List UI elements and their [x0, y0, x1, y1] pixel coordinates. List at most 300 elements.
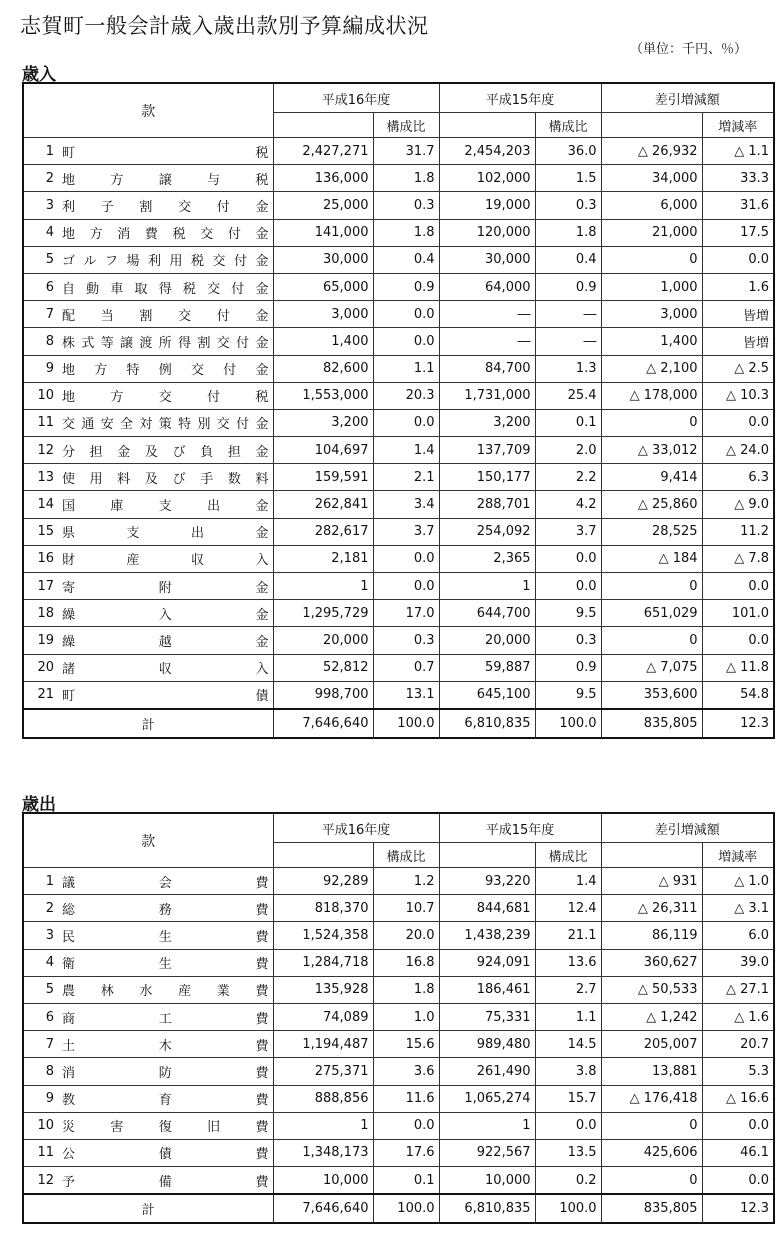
table-row [23, 1112, 774, 1139]
row-kan [23, 219, 273, 246]
table-row [23, 1167, 774, 1195]
header-diff: 差引増減額 [601, 83, 774, 113]
cell-v16: 1,553,000 [273, 382, 373, 409]
header-blank [273, 113, 373, 138]
cell-diff: 1,000 [601, 273, 702, 300]
table-row [23, 976, 774, 1003]
row-number: 11 [37, 415, 54, 431]
cell-diff: 0 [601, 627, 702, 654]
cell-r16: 0.1 [373, 1167, 439, 1195]
row-kan [23, 491, 273, 518]
cell-v16: 10,000 [273, 1167, 373, 1195]
cell-r16: 1.8 [373, 219, 439, 246]
revenue-label: 歳入 [22, 65, 56, 85]
cell-r15: 1.1 [535, 1003, 601, 1030]
table-row [23, 681, 774, 709]
header-blank [439, 843, 535, 868]
cell-v15: 254,092 [439, 518, 535, 545]
cell-v15: 922,567 [439, 1139, 535, 1166]
row-number: 10 [37, 1118, 54, 1134]
row-kan [23, 1058, 273, 1085]
cell-diff: △ 931 [601, 868, 702, 895]
cell-r15: ― [535, 301, 601, 328]
cell-v15: 19,000 [439, 192, 535, 219]
row-kan [23, 1167, 273, 1195]
cell-rate: △ 3.1 [702, 895, 774, 922]
cell-rate: △ 9.0 [702, 491, 774, 518]
cell-diff: 86,119 [601, 922, 702, 949]
cell-v15: 30,000 [439, 246, 535, 273]
cell-rate: 20.7 [702, 1031, 774, 1058]
cell-r16: 13.1 [373, 681, 439, 709]
cell-r15: 0.0 [535, 545, 601, 572]
total-v15: 6,810,835 [439, 709, 535, 738]
row-number: 21 [37, 687, 54, 703]
cell-v16: 159,591 [273, 464, 373, 491]
cell-r16: 10.7 [373, 895, 439, 922]
row-kan [23, 1003, 273, 1030]
cell-rate: 6.0 [702, 922, 774, 949]
cell-rate: 0.0 [702, 246, 774, 273]
total-label: 計 [23, 709, 273, 738]
cell-diff: △ 184 [601, 545, 702, 572]
header-rate: 増減率 [702, 843, 774, 868]
header-ratio: 構成比 [373, 113, 439, 138]
cell-r16: 20.0 [373, 922, 439, 949]
row-kan [23, 654, 273, 681]
cell-r15: 9.5 [535, 681, 601, 709]
cell-r15: 3.8 [535, 1058, 601, 1085]
row-kan [23, 328, 273, 355]
row-name: 商工費 [62, 1011, 269, 1027]
total-v15: 6,810,835 [439, 1194, 535, 1223]
cell-diff: 0 [601, 573, 702, 600]
row-name: 地方譲与税 [62, 172, 269, 188]
cell-r16: 0.0 [373, 301, 439, 328]
cell-rate: △ 7.8 [702, 545, 774, 572]
row-number: 19 [37, 632, 54, 648]
row-kan [23, 301, 273, 328]
cell-rate: 17.5 [702, 219, 774, 246]
cell-r16: 0.3 [373, 192, 439, 219]
cell-v15: 137,709 [439, 437, 535, 464]
cell-v16: 141,000 [273, 219, 373, 246]
table-row [23, 382, 774, 409]
cell-v16: 818,370 [273, 895, 373, 922]
cell-rate: 6.3 [702, 464, 774, 491]
cell-r16: 1.4 [373, 437, 439, 464]
cell-r15: 1.4 [535, 868, 601, 895]
row-kan [23, 192, 273, 219]
cell-diff: 13,881 [601, 1058, 702, 1085]
table-row [23, 138, 774, 165]
cell-v16: 20,000 [273, 627, 373, 654]
cell-r15: 4.2 [535, 491, 601, 518]
cell-r16: 0.0 [373, 1112, 439, 1139]
cell-rate: △ 16.6 [702, 1085, 774, 1112]
cell-rate: △ 24.0 [702, 437, 774, 464]
row-name: 民生費 [62, 929, 269, 945]
cell-diff: △ 1,242 [601, 1003, 702, 1030]
cell-rate: 31.6 [702, 192, 774, 219]
row-name: 財産収入 [62, 553, 269, 569]
cell-rate: 皆増 [702, 301, 774, 328]
cell-diff: △ 178,000 [601, 382, 702, 409]
cell-diff: 0 [601, 1167, 702, 1195]
cell-v15: 989,480 [439, 1031, 535, 1058]
cell-r15: 1.3 [535, 355, 601, 382]
cell-diff: 360,627 [601, 949, 702, 976]
row-name: 予備費 [62, 1174, 269, 1190]
cell-r16: 2.1 [373, 464, 439, 491]
cell-r15: 1.8 [535, 219, 601, 246]
cell-r16: 3.6 [373, 1058, 439, 1085]
row-number: 1 [45, 873, 54, 889]
cell-r16: 0.4 [373, 246, 439, 273]
table-row [23, 868, 774, 895]
row-name: 地方交付税 [62, 390, 269, 406]
total-diff: 835,805 [601, 1194, 702, 1223]
cell-rate: 101.0 [702, 600, 774, 627]
row-name: 町税 [62, 145, 269, 161]
cell-r15: 0.1 [535, 409, 601, 436]
row-name: 配当割交付金 [62, 308, 269, 324]
row-number: 4 [45, 225, 54, 241]
cell-r16: 0.0 [373, 573, 439, 600]
row-number: 14 [37, 497, 54, 513]
cell-v16: 82,600 [273, 355, 373, 382]
row-name: 町債 [62, 689, 269, 705]
cell-r16: 17.0 [373, 600, 439, 627]
row-name: 分担金及び負担金 [62, 444, 269, 460]
cell-v15: 186,461 [439, 976, 535, 1003]
cell-r15: 15.7 [535, 1085, 601, 1112]
cell-rate: 0.0 [702, 1167, 774, 1195]
cell-r15: 0.0 [535, 1112, 601, 1139]
cell-v15: 288,701 [439, 491, 535, 518]
cell-r16: 0.0 [373, 409, 439, 436]
cell-diff: 1,400 [601, 328, 702, 355]
total-rate: 12.3 [702, 1194, 774, 1223]
expenditure-label: 歳出 [22, 795, 56, 815]
cell-rate: △ 11.8 [702, 654, 774, 681]
row-name: 県支出金 [62, 526, 269, 542]
row-name: 繰越金 [62, 634, 269, 650]
cell-v15: 1,065,274 [439, 1085, 535, 1112]
row-name: 使用料及び手数料 [62, 471, 269, 487]
row-name: 議会費 [62, 875, 269, 891]
cell-v15: 644,700 [439, 600, 535, 627]
table-row [23, 518, 774, 545]
cell-r15: 13.6 [535, 949, 601, 976]
table-row [23, 437, 774, 464]
cell-rate: △ 1.1 [702, 138, 774, 165]
row-kan [23, 464, 273, 491]
cell-rate: 33.3 [702, 165, 774, 192]
cell-v16: 92,289 [273, 868, 373, 895]
row-kan [23, 138, 273, 165]
row-number: 3 [45, 197, 54, 213]
row-kan [23, 1031, 273, 1058]
table-row [23, 573, 774, 600]
cell-r15: 21.1 [535, 922, 601, 949]
cell-rate: 5.3 [702, 1058, 774, 1085]
total-v16: 7,646,640 [273, 1194, 373, 1223]
cell-v16: 30,000 [273, 246, 373, 273]
cell-diff: 353,600 [601, 681, 702, 709]
table-row [23, 1085, 774, 1112]
row-kan [23, 681, 273, 709]
cell-diff: △ 7,075 [601, 654, 702, 681]
cell-diff: 651,029 [601, 600, 702, 627]
table-row [23, 654, 774, 681]
cell-v15: 844,681 [439, 895, 535, 922]
cell-v16: 1,284,718 [273, 949, 373, 976]
cell-r15: 0.2 [535, 1167, 601, 1195]
row-name: 繰入金 [62, 607, 269, 623]
table-row [23, 1139, 774, 1166]
table-row [23, 1003, 774, 1030]
cell-diff: 425,606 [601, 1139, 702, 1166]
revenue-table [22, 82, 775, 739]
cell-diff: △ 2,100 [601, 355, 702, 382]
header-rate: 増減率 [702, 113, 774, 138]
cell-rate: 46.1 [702, 1139, 774, 1166]
table-row [23, 491, 774, 518]
cell-r15: 13.5 [535, 1139, 601, 1166]
cell-v16: 1,524,358 [273, 922, 373, 949]
cell-diff: △ 26,932 [601, 138, 702, 165]
cell-rate: △ 1.6 [702, 1003, 774, 1030]
row-kan [23, 518, 273, 545]
row-number: 8 [45, 333, 54, 349]
cell-r16: 16.8 [373, 949, 439, 976]
cell-r15: 36.0 [535, 138, 601, 165]
row-name: 利子割交付金 [62, 199, 269, 215]
cell-diff: 34,000 [601, 165, 702, 192]
cell-v16: 2,427,271 [273, 138, 373, 165]
row-kan [23, 409, 273, 436]
cell-rate: △ 27.1 [702, 976, 774, 1003]
cell-r15: ― [535, 328, 601, 355]
cell-diff: △ 25,860 [601, 491, 702, 518]
header-blank [601, 113, 702, 138]
row-number: 3 [45, 927, 54, 943]
row-kan [23, 627, 273, 654]
row-number: 17 [37, 578, 54, 594]
table-row [23, 328, 774, 355]
cell-r16: 11.6 [373, 1085, 439, 1112]
table-row [23, 355, 774, 382]
row-name: 土木費 [62, 1038, 269, 1054]
row-name: 公債費 [62, 1147, 269, 1163]
table-row [23, 273, 774, 300]
row-number: 2 [45, 900, 54, 916]
cell-v15: 64,000 [439, 273, 535, 300]
table-row [23, 600, 774, 627]
cell-v16: 3,000 [273, 301, 373, 328]
cell-r15: 9.5 [535, 600, 601, 627]
cell-r15: 2.0 [535, 437, 601, 464]
total-r16: 100.0 [373, 709, 439, 738]
cell-rate: 1.6 [702, 273, 774, 300]
row-kan [23, 895, 273, 922]
row-kan [23, 600, 273, 627]
cell-diff: 0 [601, 1112, 702, 1139]
header-blank [439, 113, 535, 138]
cell-r15: 0.0 [535, 573, 601, 600]
cell-v15: 10,000 [439, 1167, 535, 1195]
header-h16: 平成16年度 [273, 813, 439, 843]
cell-v15: 1 [439, 573, 535, 600]
cell-rate: 0.0 [702, 1112, 774, 1139]
cell-v15: 93,220 [439, 868, 535, 895]
cell-r15: 0.3 [535, 192, 601, 219]
row-number: 10 [37, 388, 54, 404]
row-kan [23, 1085, 273, 1112]
row-number: 8 [45, 1063, 54, 1079]
row-kan [23, 573, 273, 600]
cell-v15: 20,000 [439, 627, 535, 654]
expenditure-table [22, 812, 775, 1224]
row-number: 20 [37, 660, 54, 676]
cell-r15: 0.4 [535, 246, 601, 273]
cell-v16: 1 [273, 573, 373, 600]
table-row [23, 922, 774, 949]
row-number: 6 [45, 279, 54, 295]
cell-rate: 皆増 [702, 328, 774, 355]
row-name: 消防費 [62, 1065, 269, 1081]
cell-v15: 102,000 [439, 165, 535, 192]
cell-rate: 0.0 [702, 573, 774, 600]
cell-r16: 0.0 [373, 545, 439, 572]
cell-r15: 2.2 [535, 464, 601, 491]
cell-r16: 15.6 [373, 1031, 439, 1058]
row-number: 9 [45, 361, 54, 377]
cell-v16: 25,000 [273, 192, 373, 219]
header-ratio: 構成比 [535, 113, 601, 138]
cell-diff: 21,000 [601, 219, 702, 246]
cell-v16: 998,700 [273, 681, 373, 709]
row-name: 地方消費税交付金 [62, 227, 269, 243]
cell-r15: 3.7 [535, 518, 601, 545]
cell-rate: △ 1.0 [702, 868, 774, 895]
cell-v15: 150,177 [439, 464, 535, 491]
header-h15: 平成15年度 [439, 83, 601, 113]
row-name: 災害復旧費 [62, 1120, 269, 1136]
row-kan [23, 273, 273, 300]
row-kan [23, 355, 273, 382]
cell-v16: 52,812 [273, 654, 373, 681]
cell-diff: 9,414 [601, 464, 702, 491]
row-kan [23, 437, 273, 464]
row-kan [23, 949, 273, 976]
header-blank [601, 843, 702, 868]
row-kan [23, 1112, 273, 1139]
cell-v15: 924,091 [439, 949, 535, 976]
cell-r15: 2.7 [535, 976, 601, 1003]
cell-v15: 261,490 [439, 1058, 535, 1085]
cell-diff: 3,000 [601, 301, 702, 328]
cell-r16: 17.6 [373, 1139, 439, 1166]
header-ratio: 構成比 [373, 843, 439, 868]
cell-v16: 1,295,729 [273, 600, 373, 627]
cell-diff: △ 33,012 [601, 437, 702, 464]
table-row [23, 627, 774, 654]
table-row [23, 301, 774, 328]
row-number: 13 [37, 469, 54, 485]
cell-r15: 0.3 [535, 627, 601, 654]
cell-r15: 12.4 [535, 895, 601, 922]
cell-r15: 0.9 [535, 654, 601, 681]
cell-v15: 120,000 [439, 219, 535, 246]
row-number: 15 [37, 524, 54, 540]
cell-v16: 136,000 [273, 165, 373, 192]
total-r15: 100.0 [535, 709, 601, 738]
cell-v16: 1 [273, 1112, 373, 1139]
table-row [23, 219, 774, 246]
row-number: 7 [45, 1036, 54, 1052]
cell-v15: 645,100 [439, 681, 535, 709]
unit-note: （単位：千円、％） [630, 42, 748, 57]
cell-diff: 0 [601, 409, 702, 436]
row-number: 12 [37, 1172, 54, 1188]
cell-rate: △ 2.5 [702, 355, 774, 382]
row-number: 4 [45, 955, 54, 971]
cell-rate: 0.0 [702, 627, 774, 654]
row-kan [23, 545, 273, 572]
header-ratio: 構成比 [535, 843, 601, 868]
table-row [23, 192, 774, 219]
row-name: 地方特例交付金 [62, 363, 269, 379]
row-number: 1 [45, 143, 54, 159]
cell-r16: 3.7 [373, 518, 439, 545]
row-kan [23, 165, 273, 192]
cell-diff: △ 26,311 [601, 895, 702, 922]
header-h15: 平成15年度 [439, 813, 601, 843]
cell-v15: 2,454,203 [439, 138, 535, 165]
row-number: 5 [45, 252, 54, 268]
table-row [23, 949, 774, 976]
cell-v16: 1,194,487 [273, 1031, 373, 1058]
cell-r16: 0.9 [373, 273, 439, 300]
cell-v15: 3,200 [439, 409, 535, 436]
row-kan [23, 1139, 273, 1166]
page-title: 志賀町一般会計歳入歳出款別予算編成状況 [20, 14, 429, 38]
row-number: 6 [45, 1009, 54, 1025]
table-row [23, 246, 774, 273]
header-kan: 款 [23, 83, 273, 138]
cell-diff: △ 176,418 [601, 1085, 702, 1112]
row-name: 株式等譲渡所得割交付金 [62, 335, 269, 351]
table-row [23, 165, 774, 192]
total-diff: 835,805 [601, 709, 702, 738]
cell-v16: 74,089 [273, 1003, 373, 1030]
cell-r15: 25.4 [535, 382, 601, 409]
header-kan: 款 [23, 813, 273, 868]
row-number: 11 [37, 1145, 54, 1161]
row-name: 農林水産業費 [62, 984, 269, 1000]
row-name: 国庫支出金 [62, 499, 269, 515]
cell-r16: 20.3 [373, 382, 439, 409]
cell-r16: 1.8 [373, 165, 439, 192]
row-name: 衛生費 [62, 957, 269, 973]
row-kan [23, 976, 273, 1003]
cell-r16: 1.8 [373, 976, 439, 1003]
cell-v15: 1,731,000 [439, 382, 535, 409]
cell-r16: 1.0 [373, 1003, 439, 1030]
total-r16: 100.0 [373, 1194, 439, 1223]
